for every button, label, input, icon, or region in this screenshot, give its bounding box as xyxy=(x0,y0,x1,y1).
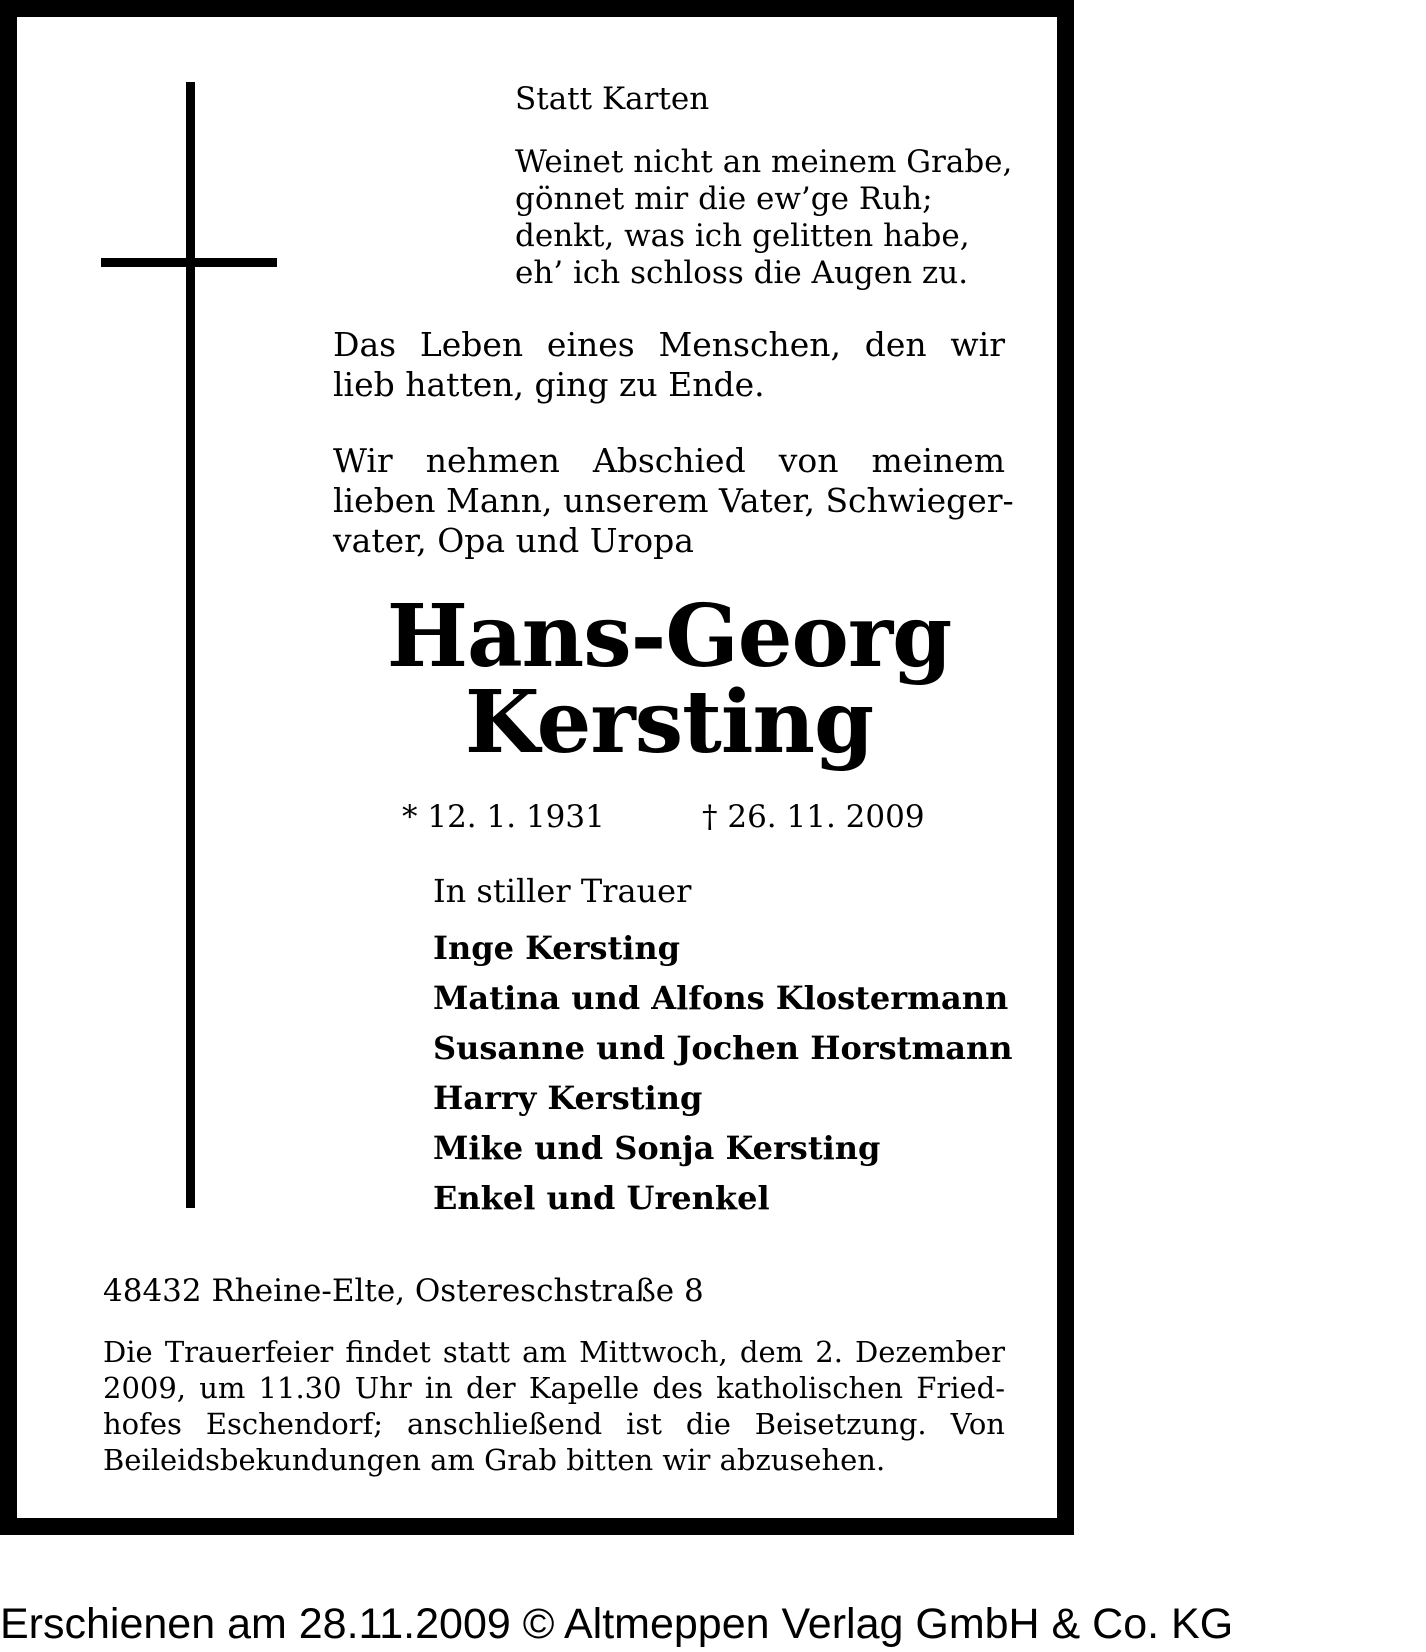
deceased-last-name: Kersting xyxy=(464,672,874,773)
funeral-service-paragraph xyxy=(103,1334,1005,1478)
poem-line: denkt, was ich gelitten habe, xyxy=(515,218,970,254)
service-line: 2009, um 11.30 Uhr in der Kapelle des katholischen Fried- xyxy=(103,1371,1005,1405)
cross-icon-vertical-bar xyxy=(186,82,195,1208)
mourner-name: Inge Kersting xyxy=(433,929,681,967)
publication-footer: Erschienen am 28.11.2009 © Altmeppen Verlag GmbH & Co. KG xyxy=(0,1600,1234,1648)
leben-paragraph xyxy=(333,325,1005,405)
deceased-first-name: Hans-Georg xyxy=(386,586,952,687)
abschied-paragraph xyxy=(333,441,1014,561)
paragraph-line: Das Leben eines Menschen, den wir xyxy=(333,325,1005,364)
mourner-name: Harry Kersting xyxy=(433,1079,703,1117)
paragraph-line: lieb hatten, ging zu Ende. xyxy=(333,365,765,404)
paragraph-line: Wir nehmen Abschied von meinem xyxy=(333,441,1005,480)
poem-line: Weinet nicht an meinem Grabe, xyxy=(515,144,1013,180)
statt-karten-heading: Statt Karten xyxy=(515,81,710,117)
poem xyxy=(515,144,1012,292)
service-line: Beileidsbekundungen am Grab bitten wir abzusehen. xyxy=(103,1443,886,1477)
poem-line: gönnet mir die ew’ge Ruh; xyxy=(515,181,933,217)
paragraph-line: lieben Mann, unserem Vater, Schwieger- xyxy=(333,481,1014,520)
paragraph-line: vater, Opa und Uropa xyxy=(333,521,694,560)
service-line: Die Trauerfeier findet statt am Mittwoch, dem 2. Dezember xyxy=(103,1335,1005,1369)
mourners-list xyxy=(433,923,1013,1223)
service-line: hofes Eschendorf; anschließend ist die Beisetzung. Von xyxy=(103,1407,1005,1441)
death-date: † 26. 11. 2009 xyxy=(702,799,925,835)
poem-line: eh’ ich schloss die Augen zu. xyxy=(515,255,969,291)
in-stiller-trauer-label: In stiller Trauer xyxy=(433,872,692,910)
mourner-name: Enkel und Urenkel xyxy=(433,1179,770,1217)
birth-date: * 12. 1. 1931 xyxy=(402,799,605,835)
mourner-name: Mike und Sonja Kersting xyxy=(433,1129,881,1167)
address-line: 48432 Rheine-Elte, Ostereschstraße 8 xyxy=(103,1273,704,1309)
cross-icon-horizontal-bar xyxy=(101,258,277,267)
mourner-name: Matina und Alfons Klostermann xyxy=(433,979,1009,1017)
mourner-name: Susanne und Jochen Horstmann xyxy=(433,1029,1013,1067)
